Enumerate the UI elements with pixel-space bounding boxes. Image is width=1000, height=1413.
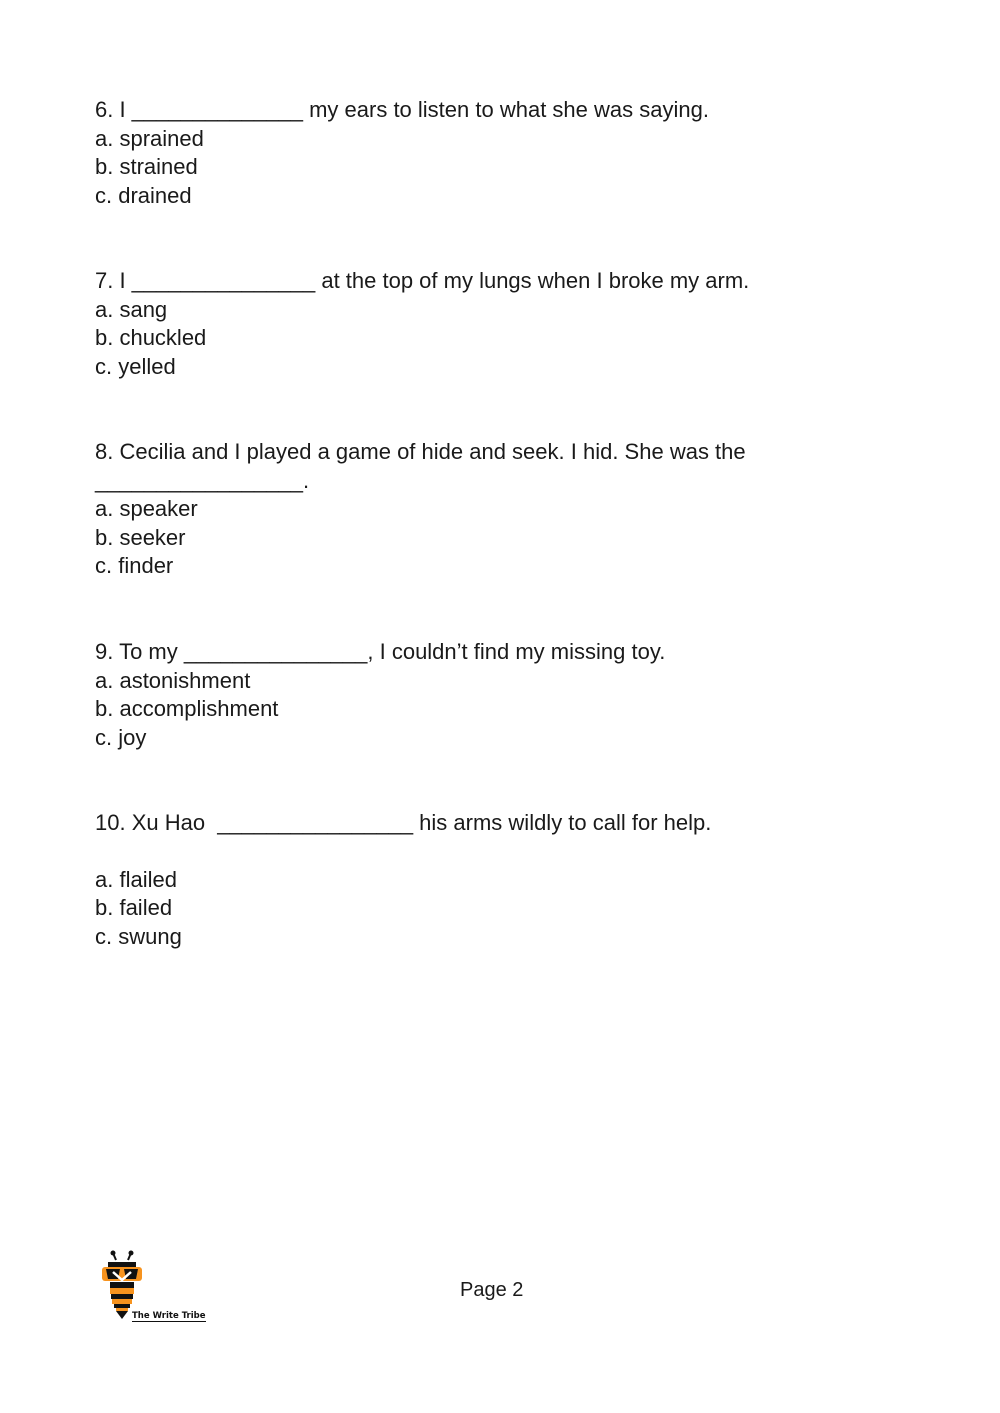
question-6 [95, 96, 915, 210]
page-number: Page 2 [460, 1279, 524, 1301]
question-text: 7. I _______________ at the top of my lungs when I broke my arm. [95, 268, 750, 293]
option-c: c. drained [95, 182, 192, 208]
answer-options [95, 667, 915, 753]
option-a: a. astonishment [95, 667, 251, 693]
answer-options [95, 296, 915, 382]
question-text: 9. To my _______________, I couldn’t find my missing toy. [95, 639, 666, 664]
option-a: a. sang [95, 296, 168, 322]
option-c: c. joy [95, 724, 147, 750]
option-a: a. flailed [95, 866, 177, 892]
answer-options [95, 495, 915, 581]
option-b: b. failed [95, 895, 173, 921]
option-a: a. sprained [95, 125, 204, 151]
option-b: b. strained [95, 154, 198, 180]
option-c: c. swung [95, 923, 182, 949]
question-8 [95, 438, 915, 581]
option-b: b. accomplishment [95, 696, 279, 722]
option-b: b. chuckled [95, 325, 207, 351]
answer-options [95, 866, 915, 952]
question-10 [95, 809, 915, 951]
question-9 [95, 638, 915, 752]
question-text: 6. I ______________ my ears to listen to what she was saying. [95, 97, 709, 122]
question-text: 10. Xu Hao ________________ his arms wildly to call for help. [95, 810, 712, 835]
question-text: 8. Cecilia and I played a game of hide and seek. I hid. She was the _________________. [95, 439, 746, 493]
option-b: b. seeker [95, 524, 186, 550]
question-7 [95, 267, 915, 381]
option-c: c. finder [95, 553, 174, 579]
logo-text: The Write Tribe [132, 1311, 206, 1321]
answer-options [95, 125, 915, 211]
option-c: c. yelled [95, 353, 176, 379]
option-a: a. speaker [95, 496, 198, 522]
